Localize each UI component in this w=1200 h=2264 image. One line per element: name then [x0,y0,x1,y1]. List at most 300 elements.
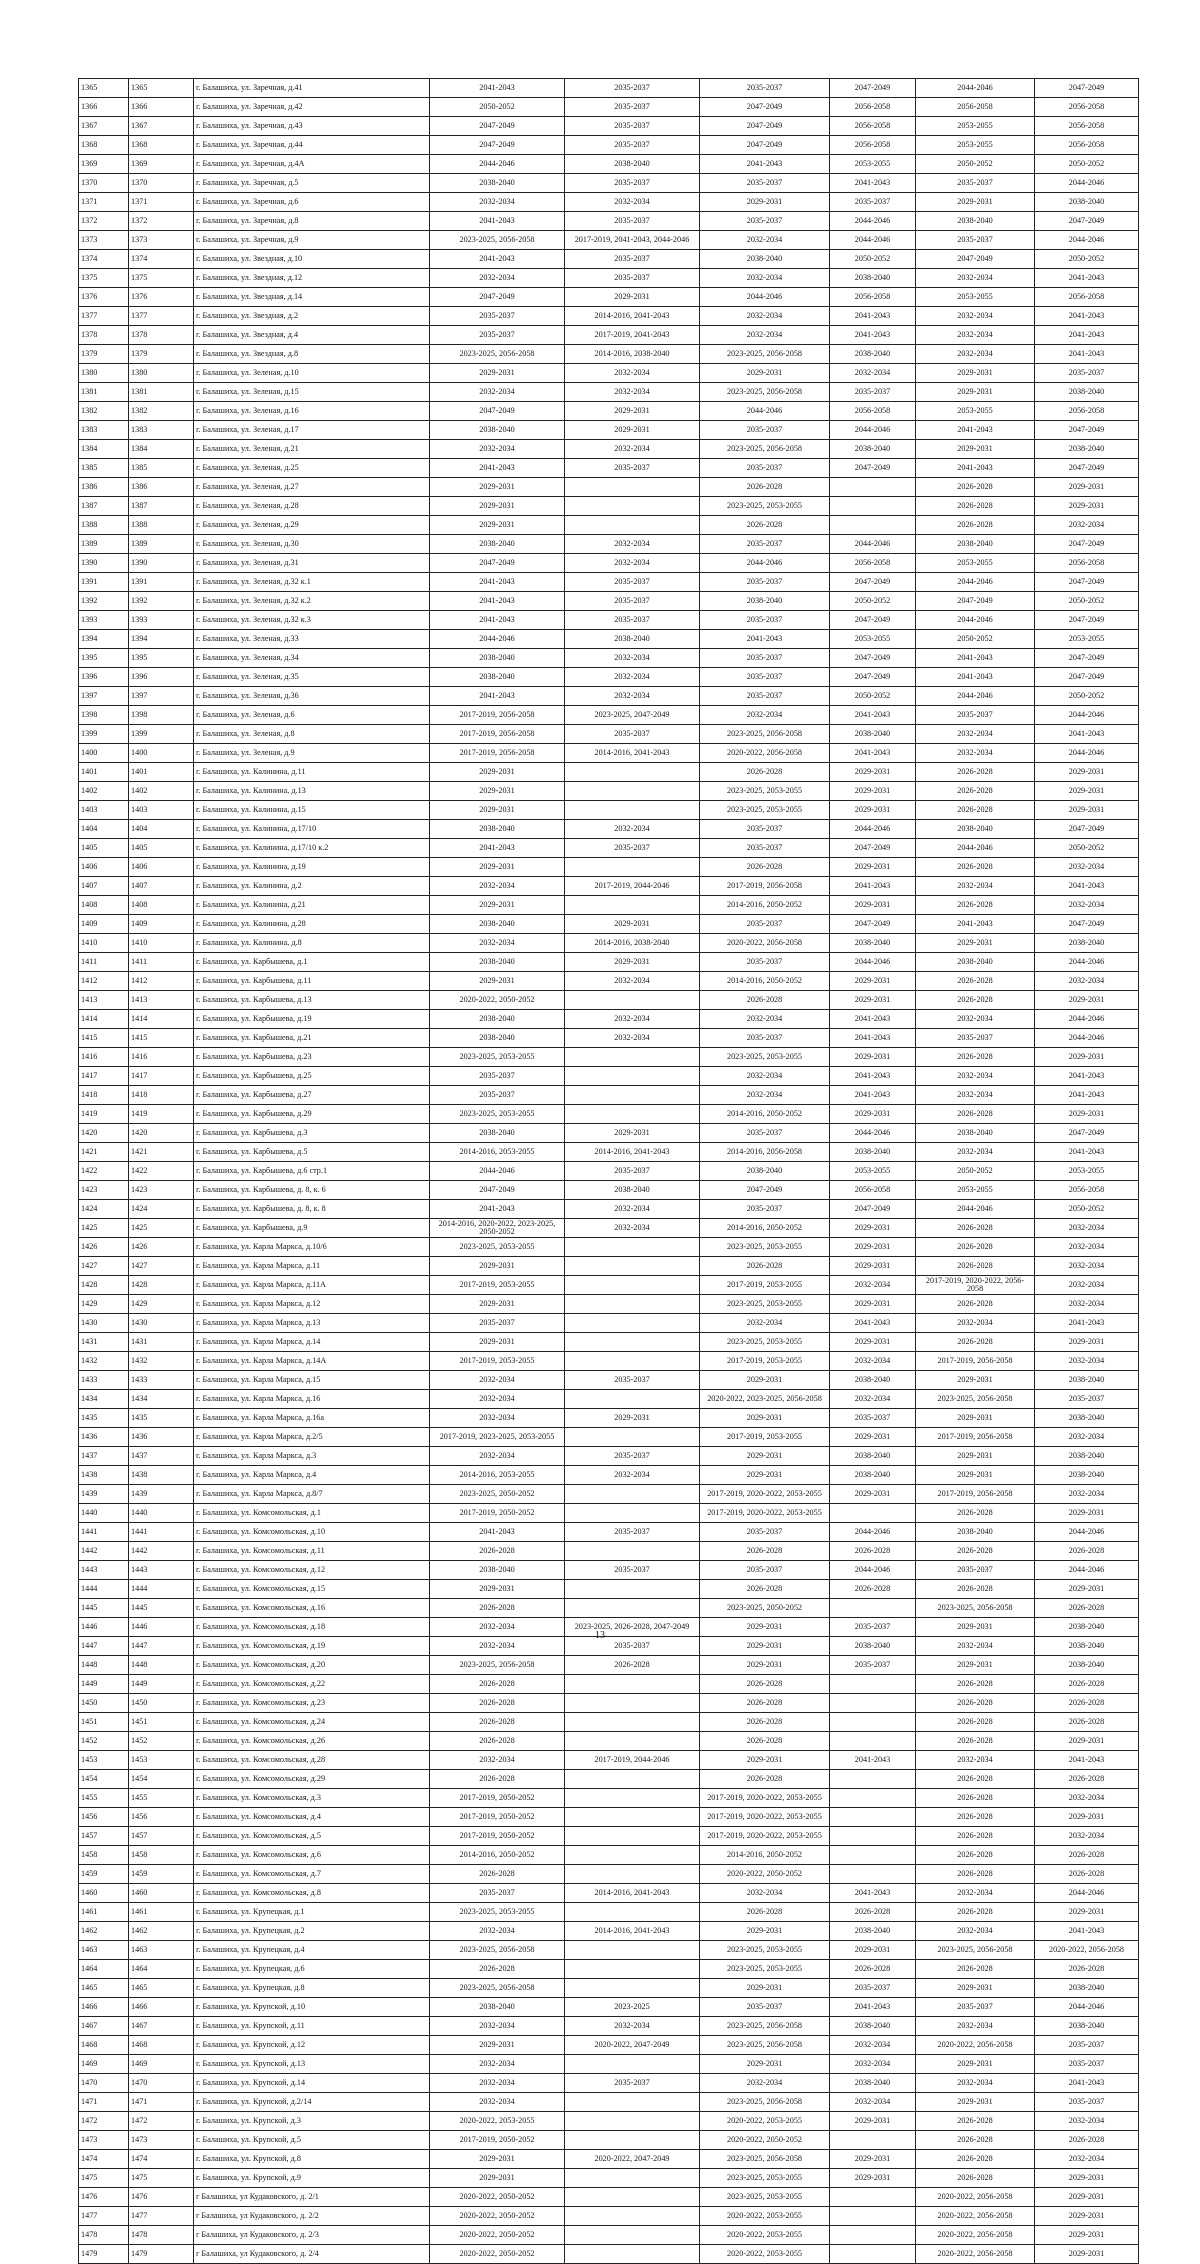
period-col-2-cell: 2038-2040 [565,630,700,649]
period-col-6-cell: 2026-2028 [1035,1960,1139,1979]
period-col-1-cell: 2023-2025, 2056-2058 [430,1941,565,1960]
period-col-2-cell: 2032-2034 [565,820,700,839]
period-col-3-cell: 2017-2019, 2053-2055 [700,1428,830,1447]
table-row [79,1105,1139,1124]
period-col-6-cell: 2047-2049 [1035,573,1139,592]
table-row [79,1789,1139,1808]
period-col-4-cell: 2047-2049 [830,459,916,478]
period-col-6-cell: 2038-2040 [1035,934,1139,953]
address-cell: г. Балашиха, ул. Звездная, д.8 [194,345,430,364]
period-col-1-cell: 2017-2019, 2053-2055 [430,1276,565,1295]
period-col-5-cell: 2023-2025, 2056-2058 [916,1941,1035,1960]
period-col-3-cell: 2032-2034 [700,1314,830,1333]
table-row [79,250,1139,269]
period-col-2-cell: 2014-2016, 2038-2040 [565,934,700,953]
period-col-4-cell: 2047-2049 [830,649,916,668]
table-row [79,2226,1139,2245]
period-col-6-cell: 2035-2037 [1035,364,1139,383]
period-col-1-cell: 2038-2040 [430,1124,565,1143]
period-col-2-cell: 2035-2037 [565,1561,700,1580]
address-cell: г. Балашиха, ул. Комсомольская, д.20 [194,1656,430,1675]
period-col-1-cell: 2017-2019, 2056-2058 [430,725,565,744]
period-col-2-cell [565,2093,700,2112]
period-col-1-cell: 2035-2037 [430,326,565,345]
period-col-6-cell: 2029-2031 [1035,2207,1139,2226]
period-col-3-cell: 2020-2022, 2050-2052 [700,1865,830,1884]
table-row [79,1846,1139,1865]
period-col-3-cell: 2029-2031 [700,364,830,383]
row-number-cell: 1374 [129,250,194,269]
address-cell: г. Балашиха, ул. Заречная, д.9 [194,231,430,250]
period-col-5-cell: 2029-2031 [916,1466,1035,1485]
period-col-3-cell: 2023-2025, 2053-2055 [700,782,830,801]
period-col-2-cell: 2032-2034 [565,668,700,687]
period-col-3-cell: 2029-2031 [700,193,830,212]
row-number-cell: 1473 [129,2131,194,2150]
period-col-5-cell: 2038-2040 [916,820,1035,839]
period-col-4-cell: 2038-2040 [830,345,916,364]
period-col-2-cell: 2035-2037 [565,725,700,744]
period-col-5-cell: 2035-2037 [916,174,1035,193]
period-col-6-cell: 2038-2040 [1035,1371,1139,1390]
table-row [79,516,1139,535]
table-row [79,402,1139,421]
table-row [79,2150,1139,2169]
period-col-3-cell: 2032-2034 [700,269,830,288]
period-col-1-cell: 2026-2028 [430,1599,565,1618]
period-col-5-cell: 2026-2028 [916,2131,1035,2150]
period-col-6-cell: 2044-2046 [1035,1884,1139,1903]
period-col-4-cell [830,2207,916,2226]
period-col-3-cell: 2014-2016, 2056-2058 [700,1143,830,1162]
row-index-cell: 1412 [79,972,129,991]
row-number-cell: 1388 [129,516,194,535]
row-number-cell: 1424 [129,1200,194,1219]
row-number-cell: 1379 [129,345,194,364]
period-col-3-cell: 2017-2019, 2020-2022, 2053-2055 [700,1827,830,1846]
period-col-4-cell: 2032-2034 [830,2093,916,2112]
period-col-1-cell: 2044-2046 [430,630,565,649]
row-index-cell: 1423 [79,1181,129,1200]
period-col-2-cell [565,1694,700,1713]
period-col-5-cell: 2032-2034 [916,877,1035,896]
period-col-6-cell: 2038-2040 [1035,2017,1139,2036]
row-index-cell: 1477 [79,2207,129,2226]
period-col-6-cell: 2041-2043 [1035,2074,1139,2093]
period-col-3-cell: 2023-2025, 2056-2058 [700,383,830,402]
row-index-cell: 1450 [79,1694,129,1713]
period-col-6-cell: 2038-2040 [1035,1637,1139,1656]
address-cell: г. Балашиха, ул. Карла Маркса, д.11 [194,1257,430,1276]
period-col-6-cell: 2047-2049 [1035,668,1139,687]
period-col-5-cell: 2026-2028 [916,1770,1035,1789]
period-col-2-cell: 2029-2031 [565,288,700,307]
row-number-cell: 1370 [129,174,194,193]
period-col-4-cell: 2032-2034 [830,1390,916,1409]
period-col-6-cell: 2029-2031 [1035,1580,1139,1599]
period-col-6-cell: 2032-2034 [1035,1485,1139,1504]
period-col-3-cell: 2047-2049 [700,1181,830,1200]
table-row [79,611,1139,630]
period-col-5-cell: 2023-2025, 2056-2058 [916,1390,1035,1409]
period-col-6-cell: 2041-2043 [1035,269,1139,288]
row-index-cell: 1458 [79,1846,129,1865]
period-col-1-cell: 2023-2025, 2056-2058 [430,1656,565,1675]
period-col-5-cell: 2026-2028 [916,801,1035,820]
period-col-3-cell: 2023-2025, 2053-2055 [700,2169,830,2188]
address-cell: г. Балашиха, ул. Крупецкая, д.4 [194,1941,430,1960]
period-col-4-cell: 2047-2049 [830,573,916,592]
period-col-2-cell [565,2226,700,2245]
period-col-2-cell: 2023-2025, 2047-2049 [565,706,700,725]
period-col-4-cell [830,1599,916,1618]
period-col-6-cell: 2050-2052 [1035,1200,1139,1219]
row-number-cell: 1452 [129,1732,194,1751]
period-col-3-cell: 2029-2031 [700,1447,830,1466]
period-col-3-cell: 2014-2016, 2050-2052 [700,1219,830,1238]
period-col-5-cell: 2032-2034 [916,345,1035,364]
period-col-2-cell [565,1865,700,1884]
period-col-1-cell: 2023-2025, 2056-2058 [430,345,565,364]
table-row [79,1865,1139,1884]
period-col-1-cell: 2041-2043 [430,611,565,630]
row-index-cell: 1463 [79,1941,129,1960]
address-cell: г. Балашиха, ул. Калинина, д.17/10 к.2 [194,839,430,858]
period-col-1-cell: 2032-2034 [430,440,565,459]
address-cell: г. Балашиха, ул. Крупецкая, д.6 [194,1960,430,1979]
period-col-1-cell: 2041-2043 [430,250,565,269]
row-number-cell: 1415 [129,1029,194,1048]
period-col-1-cell: 2032-2034 [430,2017,565,2036]
row-number-cell: 1465 [129,1979,194,1998]
period-col-2-cell: 2032-2034 [565,1200,700,1219]
row-number-cell: 1366 [129,98,194,117]
address-cell: г. Балашиха, ул. Звездная, д.14 [194,288,430,307]
row-number-cell: 1413 [129,991,194,1010]
row-number-cell: 1449 [129,1675,194,1694]
address-cell: г. Балашиха, ул. Карбышева, д.3 [194,1124,430,1143]
period-col-6-cell: 2044-2046 [1035,1523,1139,1542]
period-col-5-cell: 2029-2031 [916,193,1035,212]
period-col-3-cell: 2023-2025, 2056-2058 [700,2036,830,2055]
period-col-3-cell: 2017-2019, 2020-2022, 2053-2055 [700,1504,830,1523]
row-index-cell: 1411 [79,953,129,972]
row-number-cell: 1477 [129,2207,194,2226]
period-col-5-cell: 2032-2034 [916,2074,1035,2093]
period-col-5-cell: 2047-2049 [916,250,1035,269]
period-col-4-cell: 2029-2031 [830,801,916,820]
address-cell: г. Балашиха, ул. Крупецкая, д.8 [194,1979,430,1998]
period-col-6-cell: 2047-2049 [1035,915,1139,934]
period-col-4-cell: 2029-2031 [830,1485,916,1504]
period-col-2-cell [565,1542,700,1561]
row-number-cell: 1416 [129,1048,194,1067]
period-col-1-cell: 2017-2019, 2050-2052 [430,1827,565,1846]
period-col-4-cell: 2029-2031 [830,1941,916,1960]
row-index-cell: 1452 [79,1732,129,1751]
period-col-4-cell: 2056-2058 [830,288,916,307]
row-index-cell: 1380 [79,364,129,383]
period-col-1-cell: 2017-2019, 2050-2052 [430,2131,565,2150]
period-col-4-cell: 2047-2049 [830,839,916,858]
period-col-5-cell: 2032-2034 [916,269,1035,288]
period-col-1-cell: 2041-2043 [430,459,565,478]
address-cell: г. Балашиха, ул. Звездная, д.2 [194,307,430,326]
table-row [79,383,1139,402]
table-row [79,2131,1139,2150]
address-cell: г. Балашиха, ул. Карла Маркса, д.8/7 [194,1485,430,1504]
row-index-cell: 1471 [79,2093,129,2112]
period-col-1-cell: 2047-2049 [430,554,565,573]
row-index-cell: 1428 [79,1276,129,1295]
row-number-cell: 1397 [129,687,194,706]
row-number-cell: 1445 [129,1599,194,1618]
period-col-1-cell: 2038-2040 [430,1561,565,1580]
period-col-1-cell: 2029-2031 [430,364,565,383]
address-cell: г. Балашиха, ул. Зеленая, д.8 [194,725,430,744]
period-col-4-cell: 2032-2034 [830,2036,916,2055]
period-col-5-cell: 2032-2034 [916,307,1035,326]
period-col-4-cell: 2029-2031 [830,1105,916,1124]
period-col-5-cell: 2029-2031 [916,1447,1035,1466]
address-cell: г. Балашиха, ул. Карла Маркса, д.10/6 [194,1238,430,1257]
period-col-5-cell: 2026-2028 [916,1295,1035,1314]
period-col-3-cell: 2026-2028 [700,858,830,877]
address-cell: г. Балашиха, ул. Крупской, д.9 [194,2169,430,2188]
period-col-4-cell: 2044-2046 [830,231,916,250]
row-number-cell: 1381 [129,383,194,402]
period-col-4-cell: 2029-2031 [830,1295,916,1314]
row-index-cell: 1385 [79,459,129,478]
period-col-5-cell: 2032-2034 [916,744,1035,763]
period-col-1-cell: 2032-2034 [430,1447,565,1466]
period-col-3-cell: 2035-2037 [700,573,830,592]
address-cell: г. Балашиха, ул. Крупской, д.8 [194,2150,430,2169]
period-col-5-cell: 2044-2046 [916,611,1035,630]
address-cell: г. Балашиха, ул. Карбышева, д.25 [194,1067,430,1086]
period-col-4-cell: 2038-2040 [830,1922,916,1941]
period-col-6-cell: 2053-2055 [1035,630,1139,649]
period-col-2-cell: 2017-2019, 2044-2046 [565,1751,700,1770]
period-col-5-cell: 2026-2028 [916,2169,1035,2188]
period-col-6-cell: 2029-2031 [1035,1105,1139,1124]
period-col-5-cell: 2026-2028 [916,1960,1035,1979]
table-row [79,1181,1139,1200]
period-col-3-cell: 2029-2031 [700,1618,830,1637]
address-cell: г. Балашиха, ул. Зеленая, д.6 [194,706,430,725]
table-row [79,649,1139,668]
period-col-6-cell: 2041-2043 [1035,307,1139,326]
row-index-cell: 1469 [79,2055,129,2074]
period-col-4-cell [830,478,916,497]
period-col-5-cell: 2053-2055 [916,1181,1035,1200]
period-col-4-cell: 2026-2028 [830,1542,916,1561]
period-col-1-cell: 2047-2049 [430,288,565,307]
period-col-3-cell: 2035-2037 [700,687,830,706]
row-number-cell: 1438 [129,1466,194,1485]
table-row [79,1770,1139,1789]
row-index-cell: 1473 [79,2131,129,2150]
row-index-cell: 1432 [79,1352,129,1371]
period-col-6-cell: 2041-2043 [1035,725,1139,744]
address-cell: г. Балашиха, ул. Зеленая, д.31 [194,554,430,573]
address-cell: г. Балашиха, ул. Карла Маркса, д.14 [194,1333,430,1352]
period-col-1-cell: 2047-2049 [430,1181,565,1200]
row-index-cell: 1427 [79,1257,129,1276]
table-row [79,2207,1139,2226]
row-index-cell: 1399 [79,725,129,744]
period-col-6-cell: 2029-2031 [1035,763,1139,782]
period-col-1-cell: 2032-2034 [430,2093,565,2112]
period-col-2-cell: 2032-2034 [565,1219,700,1238]
table-row [79,915,1139,934]
row-number-cell: 1458 [129,1846,194,1865]
row-number-cell: 1476 [129,2188,194,2207]
period-col-4-cell: 2035-2037 [830,193,916,212]
table-row [79,478,1139,497]
row-number-cell: 1420 [129,1124,194,1143]
period-col-3-cell: 2026-2028 [700,1580,830,1599]
period-col-2-cell [565,497,700,516]
period-col-6-cell: 2038-2040 [1035,1409,1139,1428]
period-col-2-cell [565,1846,700,1865]
address-cell: г. Балашиха, ул. Комсомольская, д.12 [194,1561,430,1580]
period-col-4-cell: 2026-2028 [830,1960,916,1979]
period-col-5-cell: 2044-2046 [916,79,1035,98]
table-row [79,1960,1139,1979]
table-row [79,1238,1139,1257]
period-col-6-cell: 2029-2031 [1035,2188,1139,2207]
period-col-3-cell: 2035-2037 [700,79,830,98]
row-index-cell: 1448 [79,1656,129,1675]
period-col-6-cell: 2047-2049 [1035,421,1139,440]
period-col-4-cell [830,1789,916,1808]
table-row [79,1162,1139,1181]
period-col-5-cell: 2026-2028 [916,1675,1035,1694]
period-col-2-cell [565,1276,700,1295]
period-col-4-cell: 2041-2043 [830,174,916,193]
row-index-cell: 1466 [79,1998,129,2017]
schedule-sheet [78,78,1138,2264]
address-cell: г. Балашиха, ул. Зеленая, д.35 [194,668,430,687]
row-index-cell: 1366 [79,98,129,117]
row-number-cell: 1439 [129,1485,194,1504]
period-col-3-cell: 2032-2034 [700,326,830,345]
table-row [79,136,1139,155]
row-number-cell: 1456 [129,1808,194,1827]
period-col-6-cell: 2026-2028 [1035,1542,1139,1561]
schedule-rows [79,79,1139,2264]
period-col-3-cell: 2035-2037 [700,212,830,231]
row-number-cell: 1399 [129,725,194,744]
table-row [79,1979,1139,1998]
table-row [79,725,1139,744]
period-col-5-cell: 2026-2028 [916,896,1035,915]
row-number-cell: 1378 [129,326,194,345]
period-col-2-cell [565,1086,700,1105]
period-col-2-cell: 2032-2034 [565,193,700,212]
period-col-4-cell: 2056-2058 [830,136,916,155]
address-cell: г. Балашиха, ул. Зеленая, д.30 [194,535,430,554]
period-col-5-cell: 2050-2052 [916,1162,1035,1181]
period-col-3-cell: 2029-2031 [700,1922,830,1941]
row-index-cell: 1409 [79,915,129,934]
period-col-5-cell: 2041-2043 [916,668,1035,687]
period-col-6-cell: 2044-2046 [1035,744,1139,763]
period-col-3-cell: 2035-2037 [700,459,830,478]
address-cell: г. Балашиха, ул. Комсомольская, д.18 [194,1618,430,1637]
period-col-3-cell: 2035-2037 [700,953,830,972]
table-row [79,1884,1139,1903]
table-row [79,1599,1139,1618]
period-col-5-cell: 2029-2031 [916,364,1035,383]
period-col-3-cell: 2044-2046 [700,288,830,307]
address-cell: г. Балашиха, ул. Зеленая, д.9 [194,744,430,763]
period-col-1-cell: 2038-2040 [430,668,565,687]
period-col-2-cell: 2032-2034 [565,1466,700,1485]
period-col-5-cell: 2020-2022, 2056-2058 [916,2226,1035,2245]
period-col-2-cell: 2035-2037 [565,212,700,231]
period-col-1-cell: 2026-2028 [430,1960,565,1979]
period-col-1-cell: 2038-2040 [430,915,565,934]
address-cell: г. Балашиха, ул. Карбышева, д.29 [194,1105,430,1124]
address-cell: г. Балашиха, ул. Карбышева, д.1 [194,953,430,972]
period-col-4-cell [830,1504,916,1523]
table-row [79,630,1139,649]
address-cell: г Балашиха, ул Кудаковского, д. 2/2 [194,2207,430,2226]
period-col-6-cell: 2047-2049 [1035,649,1139,668]
row-number-cell: 1402 [129,782,194,801]
period-col-3-cell: 2023-2025, 2053-2055 [700,1941,830,1960]
row-index-cell: 1410 [79,934,129,953]
period-col-2-cell [565,1485,700,1504]
period-col-6-cell: 2038-2040 [1035,1656,1139,1675]
address-cell: г. Балашиха, ул. Карла Маркса, д.15 [194,1371,430,1390]
address-cell: г. Балашиха, ул. Заречная, д.41 [194,79,430,98]
row-index-cell: 1372 [79,212,129,231]
period-col-6-cell: 2029-2031 [1035,782,1139,801]
row-number-cell: 1396 [129,668,194,687]
period-col-1-cell: 2029-2031 [430,801,565,820]
period-col-1-cell: 2041-2043 [430,1523,565,1542]
row-number-cell: 1382 [129,402,194,421]
period-col-3-cell: 2032-2034 [700,231,830,250]
period-col-5-cell: 2020-2022, 2056-2058 [916,2188,1035,2207]
row-index-cell: 1374 [79,250,129,269]
period-col-3-cell: 2044-2046 [700,402,830,421]
row-number-cell: 1407 [129,877,194,896]
period-col-1-cell: 2023-2025, 2056-2058 [430,1979,565,1998]
period-col-6-cell: 2047-2049 [1035,535,1139,554]
period-col-5-cell: 2044-2046 [916,839,1035,858]
period-col-6-cell: 2056-2058 [1035,1181,1139,1200]
row-index-cell: 1462 [79,1922,129,1941]
period-col-1-cell: 2032-2034 [430,1390,565,1409]
row-number-cell: 1443 [129,1561,194,1580]
period-col-6-cell: 2029-2031 [1035,1732,1139,1751]
period-col-5-cell: 2029-2031 [916,934,1035,953]
period-col-2-cell [565,2112,700,2131]
row-number-cell: 1466 [129,1998,194,2017]
period-col-5-cell: 2038-2040 [916,212,1035,231]
row-index-cell: 1426 [79,1238,129,1257]
period-col-2-cell [565,1789,700,1808]
table-row [79,744,1139,763]
period-col-1-cell: 2023-2025, 2050-2052 [430,1485,565,1504]
period-col-1-cell: 2032-2034 [430,1409,565,1428]
period-col-4-cell: 2041-2043 [830,877,916,896]
period-col-3-cell: 2047-2049 [700,136,830,155]
